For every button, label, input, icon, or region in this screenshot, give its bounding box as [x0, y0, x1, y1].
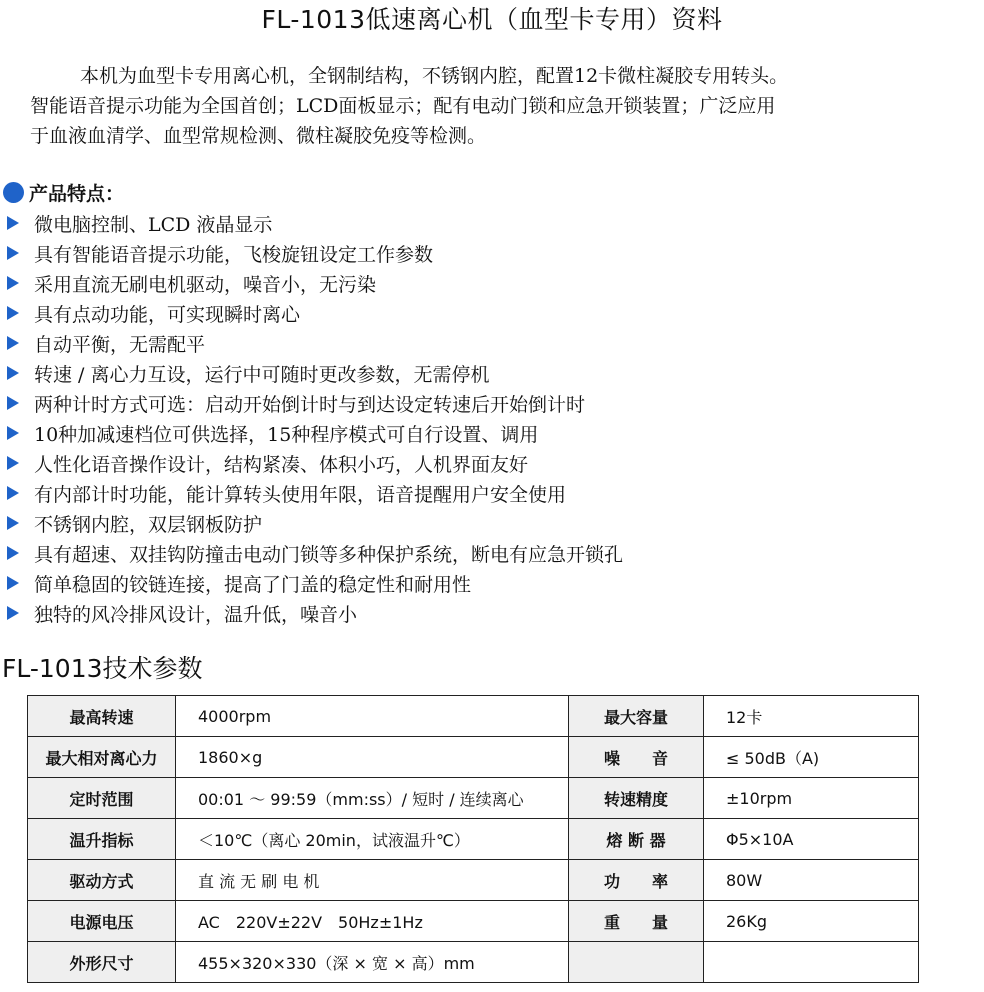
feature-text: 两种计时方式可选：启动开始倒计时与到达设定转速后开始倒计时	[34, 393, 586, 416]
triangle-bullet-icon	[7, 546, 19, 560]
spec-value: Φ5×10A	[704, 819, 919, 860]
spec-label: 最大容量	[569, 696, 704, 737]
spec-label: 最大相对离心力	[28, 737, 176, 778]
spec-label: 电源电压	[28, 901, 176, 942]
feature-item	[3, 208, 973, 238]
table-row	[28, 901, 919, 942]
intro-line: 智能语音提示功能为全国首创；LCD面板显示；配有电动门锁和应急开锁装置；广泛应用	[30, 95, 776, 117]
feature-item	[3, 538, 973, 568]
triangle-bullet-icon	[7, 246, 19, 260]
triangle-bullet-icon	[7, 396, 19, 410]
spec-value: 12卡	[704, 696, 919, 737]
features-list	[3, 208, 973, 628]
features-heading	[3, 178, 124, 206]
table-row	[28, 819, 919, 860]
document-title: FL-1013低速离心机（血型卡专用）资料	[261, 5, 723, 34]
intro-paragraph	[30, 61, 984, 151]
feature-item	[3, 358, 973, 388]
spec-value: ±10rpm	[704, 778, 919, 819]
table-row	[28, 860, 919, 901]
feature-text: 微电脑控制、LCD 液晶显示	[34, 213, 273, 236]
feature-item	[3, 268, 973, 298]
feature-item	[3, 598, 973, 628]
spec-value: 直 流 无 刷 电 机	[176, 860, 569, 901]
feature-text: 采用直流无刷电机驱动，噪音小，无污染	[34, 273, 377, 296]
bullet-dot-icon	[3, 182, 24, 203]
triangle-bullet-icon	[7, 366, 19, 380]
feature-text: 自动平衡，无需配平	[34, 333, 206, 356]
feature-item	[3, 478, 973, 508]
triangle-bullet-icon	[7, 516, 19, 530]
table-row	[28, 696, 919, 737]
spec-label: 功 率	[569, 860, 704, 901]
spec-section-title: FL-1013技术参数	[2, 654, 203, 683]
feature-text: 具有超速、双挂钩防撞击电动门锁等多种保护系统，断电有应急开锁孔	[34, 543, 624, 566]
table-row	[28, 942, 919, 983]
spec-value: 00:01 ～ 99:59（mm:ss）/ 短时 / 连续离心	[176, 778, 569, 819]
spec-value: ≤ 50dB（A)	[704, 737, 919, 778]
spec-value: 1860×g	[176, 737, 569, 778]
feature-item	[3, 388, 973, 418]
spec-table	[27, 695, 919, 983]
triangle-bullet-icon	[7, 456, 19, 470]
feature-text: 简单稳固的铰链连接，提高了门盖的稳定性和耐用性	[34, 573, 472, 596]
features-heading-label: 产品特点：	[29, 182, 125, 205]
spec-label: 温升指标	[28, 819, 176, 860]
spec-label: 最高转速	[28, 696, 176, 737]
triangle-bullet-icon	[7, 276, 19, 290]
feature-text: 独特的风冷排风设计，温升低，噪音小	[34, 603, 358, 626]
feature-item	[3, 568, 973, 598]
triangle-bullet-icon	[7, 576, 19, 590]
feature-item	[3, 238, 973, 268]
spec-label: 定时范围	[28, 778, 176, 819]
spec-value: 455×320×330（深 × 宽 × 高）mm	[176, 942, 569, 983]
spec-label: 转速精度	[569, 778, 704, 819]
spec-value: AC 220V±22V 50Hz±1Hz	[176, 901, 569, 942]
feature-item	[3, 508, 973, 538]
triangle-bullet-icon	[7, 486, 19, 500]
feature-item	[3, 328, 973, 358]
triangle-bullet-icon	[7, 426, 19, 440]
spec-label: 外形尺寸	[28, 942, 176, 983]
spec-label: 噪 音	[569, 737, 704, 778]
feature-text: 转速 / 离心力互设，运行中可随时更改参数，无需停机	[34, 363, 490, 386]
feature-text: 具有点动功能，可实现瞬时离心	[34, 303, 301, 326]
spec-value	[704, 942, 919, 983]
table-row	[28, 778, 919, 819]
spec-label: 熔 断 器	[569, 819, 704, 860]
feature-item	[3, 298, 973, 328]
triangle-bullet-icon	[7, 306, 19, 320]
feature-text: 10种加减速档位可供选择，15种程序模式可自行设置、调用	[34, 423, 539, 446]
spec-label: 驱动方式	[28, 860, 176, 901]
intro-line: 于血液血清学、血型常规检测、微柱凝胶免疫等检测。	[30, 125, 487, 147]
feature-text: 有内部计时功能，能计算转头使用年限，语音提醒用户安全使用	[34, 483, 567, 506]
spec-value: ＜10℃（离心 20min，试液温升℃）	[176, 819, 569, 860]
feature-text: 具有智能语音提示功能，飞梭旋钮设定工作参数	[34, 243, 434, 266]
table-row	[28, 737, 919, 778]
spec-label: 重 量	[569, 901, 704, 942]
intro-line: 本机为血型卡专用离心机，全钢制结构，不锈钢内腔，配置12卡微柱凝胶专用转头。	[80, 65, 789, 87]
feature-text: 人性化语音操作设计，结构紧凑、体积小巧，人机界面友好	[34, 453, 529, 476]
triangle-bullet-icon	[7, 336, 19, 350]
triangle-bullet-icon	[7, 216, 19, 230]
triangle-bullet-icon	[7, 606, 19, 620]
spec-value: 4000rpm	[176, 696, 569, 737]
spec-value: 80W	[704, 860, 919, 901]
spec-label	[569, 942, 704, 983]
spec-value: 26Kg	[704, 901, 919, 942]
feature-text: 不锈钢内腔，双层钢板防护	[34, 513, 263, 536]
feature-item	[3, 448, 973, 478]
feature-item	[3, 418, 973, 448]
